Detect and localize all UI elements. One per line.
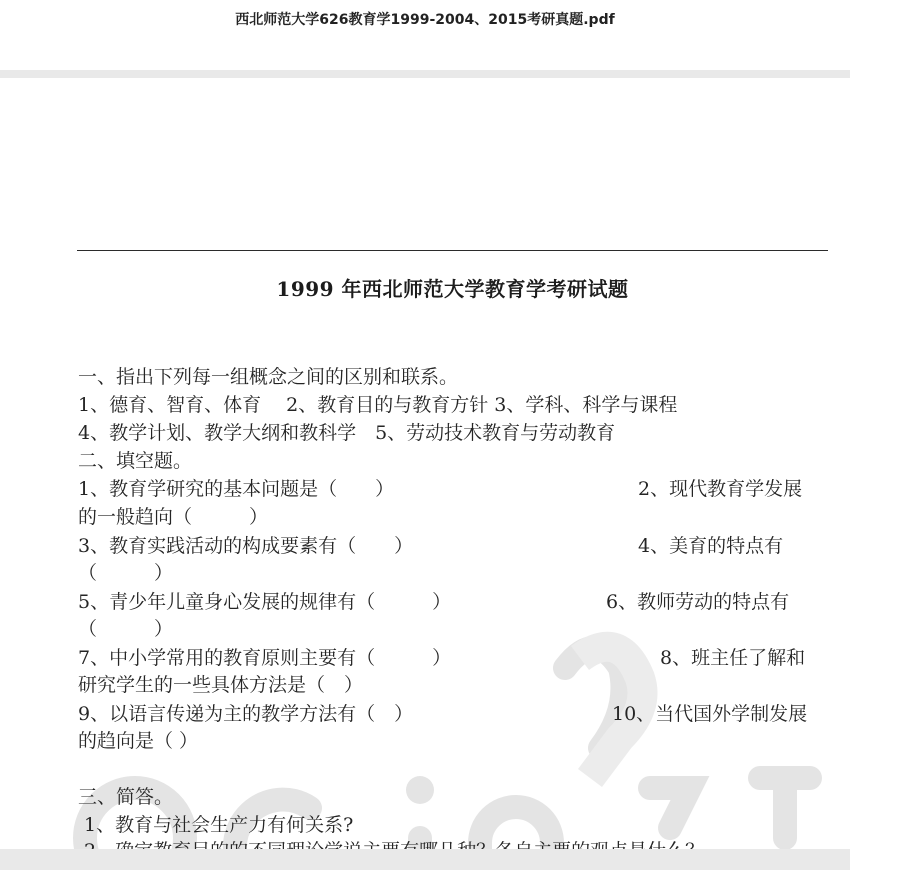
short-answer-q1: 1、教育与社会生产力有何关系? — [84, 814, 354, 836]
fill-q6-start: 6、教师劳动的特点有 — [606, 591, 790, 613]
fill-q1: 1、教育学研究的基本问题是（ ） — [78, 478, 395, 500]
section3-title: 三、简答。 — [78, 786, 174, 808]
fill-q7: 7、中小学常用的教育原则主要有（ ） — [78, 647, 452, 669]
fill-q8-end: 研究学生的一些具体方法是（ ） — [78, 674, 364, 696]
section2-title: 二、填空题。 — [78, 450, 193, 472]
exam-heading: 1999 年西北师范大学教育学考研试题 — [276, 277, 629, 301]
title-bar — [0, 0, 850, 70]
page-content — [0, 78, 850, 849]
page-separator-bottom — [0, 849, 850, 870]
fill-q9: 9、以语言传递为主的教学方法有（ ） — [78, 703, 414, 725]
header-rule — [77, 250, 828, 251]
fill-q2-start: 2、现代教育学发展 — [638, 478, 803, 500]
page-separator-top — [0, 70, 850, 78]
section1-title: 一、指出下列每一组概念之间的区别和联系。 — [78, 366, 459, 388]
fill-q6-end: （ ） — [78, 618, 174, 640]
fill-q5: 5、青少年儿童身心发展的规律有（ ） — [78, 591, 452, 613]
fill-q2-end: 的一般趋向（ ） — [78, 506, 269, 528]
fill-q3: 3、教育实践活动的构成要素有（ ） — [78, 535, 414, 557]
pdf-page[interactable] — [0, 78, 850, 849]
section1-line2: 4、教学计划、教学大纲和教科学 5、劳动技术教育与劳动教育 — [78, 422, 616, 444]
fill-q4-end: （ ） — [78, 562, 174, 584]
fill-q8-start: 8、班主任了解和 — [660, 647, 806, 669]
fill-q10-end: 的趋向是（ ） — [78, 730, 199, 752]
document-title: 西北师范大学626教育学1999-2004、2015考研真题.pdf — [235, 12, 615, 28]
section1-line1: 1、德育、智育、体育 2、教育目的与教育方针 3、学科、科学与课程 — [78, 394, 678, 416]
fill-q10-start: 10、当代国外学制发展 — [612, 703, 808, 725]
fill-q4-start: 4、美育的特点有 — [638, 535, 784, 557]
